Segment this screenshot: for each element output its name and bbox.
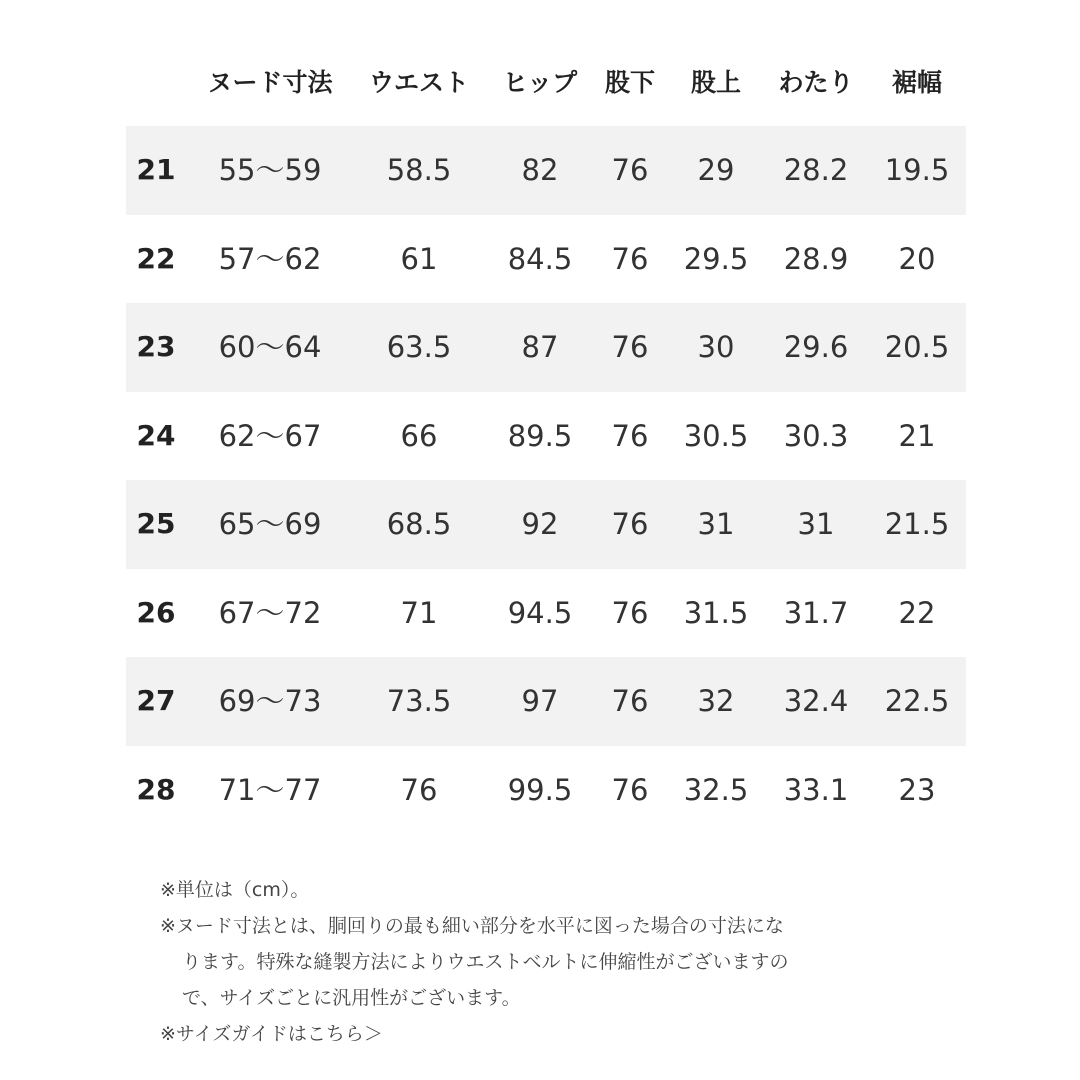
cell-rise: 32: [697, 684, 735, 718]
table-row: [126, 126, 966, 215]
cell-thigh: 28.9: [783, 241, 849, 276]
cell-nude: 55〜59: [218, 153, 322, 187]
table-header: [126, 40, 966, 126]
cell-thigh: 29.6: [783, 330, 849, 364]
header-nude: ヌード寸法: [207, 68, 333, 97]
cell-hip: 84.5: [507, 241, 573, 276]
cell-thigh: 33.1: [783, 772, 849, 807]
cell-thigh: 28.2: [783, 153, 849, 187]
cell-rise: 29: [697, 153, 735, 187]
cell-size: 26: [136, 595, 176, 629]
cell-thigh: 30.3: [783, 418, 849, 453]
table-row: [126, 303, 966, 392]
cell-rise: 31: [697, 507, 735, 541]
cell-waist: 73.5: [386, 684, 452, 718]
nude-note-line2: ります。特殊な縫製方法によりウエストベルトに伸縮性がございますの: [182, 951, 789, 973]
cell-rise: 31.5: [683, 595, 749, 630]
cell-hem: 22: [898, 595, 936, 630]
cell-thigh: 31: [797, 507, 835, 541]
size-guide-note: [160, 1016, 960, 1052]
cell-size: 24: [136, 418, 176, 452]
cell-nude: 57〜62: [218, 241, 322, 276]
table-row: [126, 746, 966, 835]
header-rise: 股上: [690, 68, 742, 97]
cell-size: 22: [136, 241, 176, 275]
cell-size: 28: [136, 772, 176, 806]
table-row: [126, 215, 966, 304]
cell-inseam: 76: [611, 772, 649, 807]
table-row: [126, 569, 966, 658]
header-hem: 裾幅: [891, 68, 943, 97]
cell-inseam: 76: [611, 595, 649, 630]
cell-rise: 30.5: [683, 418, 749, 453]
cell-hem: 21: [898, 418, 936, 453]
cell-waist: 68.5: [386, 507, 452, 541]
table-body: [126, 126, 966, 834]
cell-hem: 23: [898, 772, 936, 807]
cell-hem: 19.5: [884, 153, 950, 187]
size-table: [126, 40, 966, 834]
notes: [160, 872, 960, 1052]
cell-hip: 99.5: [507, 772, 573, 807]
cell-nude: 69〜73: [218, 684, 322, 718]
table-row: [126, 480, 966, 569]
cell-hip: 89.5: [507, 418, 573, 453]
cell-hip: 87: [521, 330, 559, 364]
cell-inseam: 76: [611, 507, 649, 541]
nude-note-line1: ※ヌード寸法とは、胴回りの最も細い部分を水平に図った場合の寸法にな: [160, 915, 784, 937]
cell-thigh: 32.4: [783, 684, 849, 718]
table-row: [126, 657, 966, 746]
cell-inseam: 76: [611, 418, 649, 453]
cell-hem: 20.5: [884, 330, 950, 364]
cell-size: 25: [136, 507, 176, 540]
cell-inseam: 76: [611, 684, 649, 718]
cell-inseam: 76: [611, 241, 649, 276]
cell-waist: 58.5: [386, 153, 452, 187]
cell-size: 21: [136, 153, 176, 186]
cell-hip: 97: [521, 684, 559, 718]
cell-inseam: 76: [611, 330, 649, 364]
cell-waist: 71: [400, 595, 438, 630]
cell-waist: 76: [400, 772, 438, 807]
cell-thigh: 31.7: [783, 595, 849, 630]
size-guide-link[interactable]: ※サイズガイドはこちら＞: [160, 1023, 383, 1045]
cell-size: 23: [136, 330, 176, 363]
nude-note-line3: で、サイズごとに汎用性がございます。: [182, 987, 521, 1009]
cell-hip: 92: [521, 507, 559, 541]
cell-inseam: 76: [611, 153, 649, 187]
cell-nude: 60〜64: [218, 330, 322, 364]
cell-hip: 94.5: [507, 595, 573, 630]
cell-hem: 20: [898, 241, 936, 276]
cell-nude: 65〜69: [218, 507, 322, 541]
cell-hem: 21.5: [884, 507, 950, 541]
header-inseam: 股下: [604, 68, 656, 97]
unit-note: ※単位は（cm）。: [160, 879, 310, 901]
cell-hip: 82: [521, 153, 559, 187]
cell-rise: 30: [697, 330, 735, 364]
cell-waist: 61: [400, 241, 438, 276]
table-row: [126, 392, 966, 481]
cell-nude: 62〜67: [218, 418, 322, 453]
header-thigh: わたり: [778, 68, 854, 97]
cell-rise: 29.5: [683, 241, 749, 276]
cell-size: 27: [136, 684, 176, 717]
cell-hem: 22.5: [884, 684, 950, 718]
cell-nude: 71〜77: [218, 772, 322, 807]
cell-rise: 32.5: [683, 772, 749, 807]
cell-waist: 66: [400, 418, 438, 453]
cell-waist: 63.5: [386, 330, 452, 364]
header-waist: ウエスト: [368, 68, 470, 97]
cell-nude: 67〜72: [218, 595, 322, 630]
header-hip: ヒップ: [502, 68, 578, 97]
